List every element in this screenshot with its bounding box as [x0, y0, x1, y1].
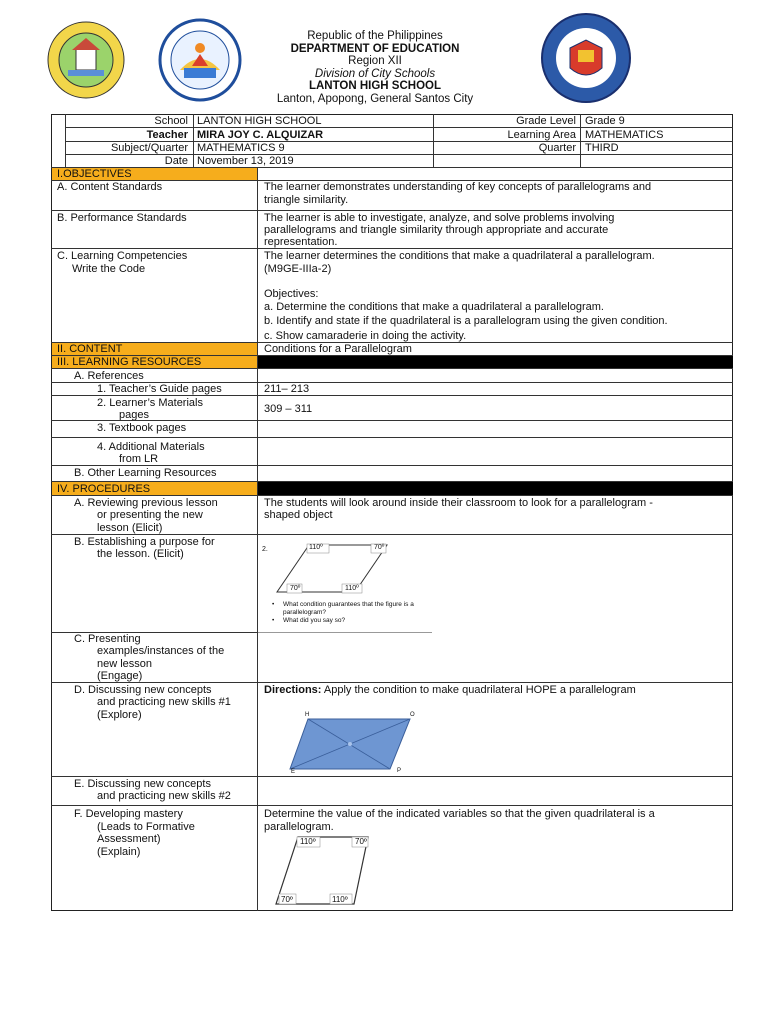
objective-a: a. Determine the conditions that make a quadrilateral a parallelogram.	[264, 301, 604, 313]
resources-black-bar	[258, 356, 733, 368]
area-label: Learning Area	[507, 129, 576, 141]
hope-vertex-p: P	[397, 768, 402, 774]
letterhead-region: Region XII	[348, 55, 402, 67]
hope-parallelogram	[286, 714, 416, 774]
proc-b-angle-4: 110º	[345, 585, 359, 592]
additional-materials-label-2: from LR	[119, 453, 159, 465]
procedures-heading: IV. PROCEDURES	[57, 483, 151, 495]
proc-b-bullet-1: •	[272, 601, 275, 608]
proc-a-label-3: lesson (Elicit)	[97, 522, 163, 534]
competencies-text-1: The learner determines the conditions that make a quadrilateral a parallelogram.	[264, 250, 655, 262]
objectives-heading: I.OBJECTIVES	[57, 168, 132, 180]
proc-b-question-2: What did you say so?	[283, 617, 346, 624]
subject-value: MATHEMATICS 9	[197, 142, 285, 154]
performance-standards-text-1: The learner is able to investigate, analyze, and solve problems involving	[264, 212, 615, 224]
teachers-guide-pages: 211– 213	[264, 383, 310, 395]
content-heading: II. CONTENT	[57, 343, 123, 355]
proc-f-label-4: (Explain)	[97, 846, 141, 858]
teacher-value: MIRA JOY C. ALQUIZAR	[197, 129, 324, 141]
hope-vertex-h: H	[305, 712, 310, 718]
hope-vertex-e: E	[291, 769, 296, 775]
performance-standards-label: B. Performance Standards	[57, 212, 187, 224]
proc-a-text-1: The students will look around inside their classroom to look for a parallelogram -	[264, 497, 653, 509]
proc-a-label-2: or presenting the new	[97, 509, 203, 521]
grade-label: Grade Level	[516, 115, 576, 127]
proc-b-angle-2: 70º	[374, 544, 385, 551]
other-resources-label: B. Other Learning Resources	[74, 467, 217, 479]
subject-label: Subject/Quarter	[110, 142, 188, 154]
proc-d-directions-text: Apply the condition to make quadrilateral HOPE a parallelogram	[321, 684, 636, 696]
proc-f-angle-3: 70º	[281, 895, 293, 904]
proc-e-label-2: and practicing new skills #2	[97, 790, 231, 802]
objective-c: c. Show camaraderie in doing the activity.	[264, 330, 467, 342]
deped-seal-logo	[540, 12, 632, 107]
proc-f-label-2: (Leads to Formative	[97, 821, 195, 833]
proc-f-text-1: Determine the value of the indicated variables so that the given quadrilateral is a	[264, 808, 655, 820]
letterhead-division: Division of City Schools	[314, 67, 436, 80]
proc-f-text-2: parallelogram.	[264, 821, 334, 833]
letterhead-deped: DEPARTMENT OF EDUCATION	[290, 42, 460, 55]
quarter-label: Quarter	[538, 142, 576, 154]
additional-materials-label-1: 4. Additional Materials	[97, 441, 205, 453]
proc-c-label-3: new lesson	[97, 658, 153, 670]
letterhead	[250, 30, 500, 105]
proc-c-label-2: examples/instances of the	[97, 645, 225, 657]
hope-vertex-o: O	[410, 712, 415, 718]
proc-b-angle-1: 110º	[309, 544, 323, 551]
lanton-school-logo	[46, 20, 126, 103]
procedures-black-bar	[258, 482, 733, 495]
date-value: November 13, 2019	[197, 155, 294, 167]
proc-b-label-1: B. Establishing a purpose for	[74, 536, 215, 548]
proc-f-angle-2: 70º	[355, 837, 367, 846]
proc-d-label-1: D. Discussing new concepts	[74, 684, 212, 696]
proc-d-label-2: and practicing new skills #1	[97, 696, 231, 708]
learners-materials-label-1: 2. Learner’s Materials	[97, 397, 203, 409]
competencies-label-1: C. Learning Competencies	[57, 250, 188, 262]
proc-d-directions-label: Directions:	[264, 684, 322, 696]
proc-b-question-1a: What condition guarantees that the figure is a	[283, 601, 414, 608]
school-value: LANTON HIGH SCHOOL	[197, 115, 322, 127]
proc-b-question-1b: parallelogram?	[283, 609, 326, 616]
area-value: MATHEMATICS	[585, 129, 664, 141]
learners-materials-pages: 309 – 311	[264, 403, 313, 415]
teachers-guide-label: 1. Teacher’s Guide pages	[97, 383, 222, 395]
quarter-value: THIRD	[585, 142, 619, 154]
proc-c-label-1: C. Presenting	[74, 633, 141, 645]
content-standards-text-1: The learner demonstrates understanding of key concepts of parallelograms and	[264, 181, 652, 193]
proc-f-angle-4: 110º	[332, 895, 348, 904]
school-label: School	[154, 115, 188, 127]
proc-b-bullet-2: •	[272, 617, 275, 624]
letterhead-address: Lanton, Apopong, General Santos City	[276, 92, 474, 105]
proc-b-number: 2.	[262, 546, 268, 553]
letterhead-republic: Republic of the Philippines	[307, 30, 443, 42]
proc-a-text-2: shaped object	[264, 509, 333, 521]
competencies-text-2: (M9GE-IIIa-2)	[264, 263, 332, 275]
proc-f-angle-1: 110º	[300, 837, 316, 846]
resources-heading: III. LEARNING RESOURCES	[57, 356, 202, 368]
proc-c-label-4: (Engage)	[97, 670, 143, 682]
objectives-subheading: Objectives:	[264, 288, 319, 300]
proc-f-label-1: F. Developing mastery	[74, 808, 183, 820]
grade-value: Grade 9	[585, 115, 625, 127]
teacher-label: Teacher	[146, 129, 188, 141]
proc-f-label-3: Assessment)	[97, 833, 161, 845]
competencies-label-2: Write the Code	[72, 263, 146, 275]
letterhead-school: LANTON HIGH SCHOOL	[308, 80, 442, 92]
performance-standards-text-2: parallelograms and triangle similarity through appropriate and accurate	[264, 224, 609, 236]
content-text: Conditions for a Parallelogram	[264, 343, 412, 355]
proc-b-angle-3: 70º	[290, 585, 301, 592]
proc-d-label-3: (Explore)	[97, 709, 142, 721]
division-seal-logo	[158, 18, 242, 105]
proc-a-label-1: A. Reviewing previous lesson	[74, 497, 218, 509]
learners-materials-label-2: pages	[119, 409, 149, 421]
references-label: A. References	[74, 370, 144, 382]
objective-b: b. Identify and state if the quadrilateral is a parallelogram using the given condition.	[264, 315, 668, 327]
textbook-pages-label: 3. Textbook pages	[97, 422, 187, 434]
date-label: Date	[164, 155, 188, 167]
performance-standards-text-3: representation.	[264, 236, 338, 248]
content-standards-label: A. Content Standards	[57, 181, 163, 193]
proc-e-label-1: E. Discussing new concepts	[74, 778, 211, 790]
content-standards-text-2: triangle similarity.	[264, 194, 349, 206]
proc-d-directions	[264, 684, 636, 697]
proc-b-label-2: the lesson. (Elicit)	[97, 548, 184, 560]
